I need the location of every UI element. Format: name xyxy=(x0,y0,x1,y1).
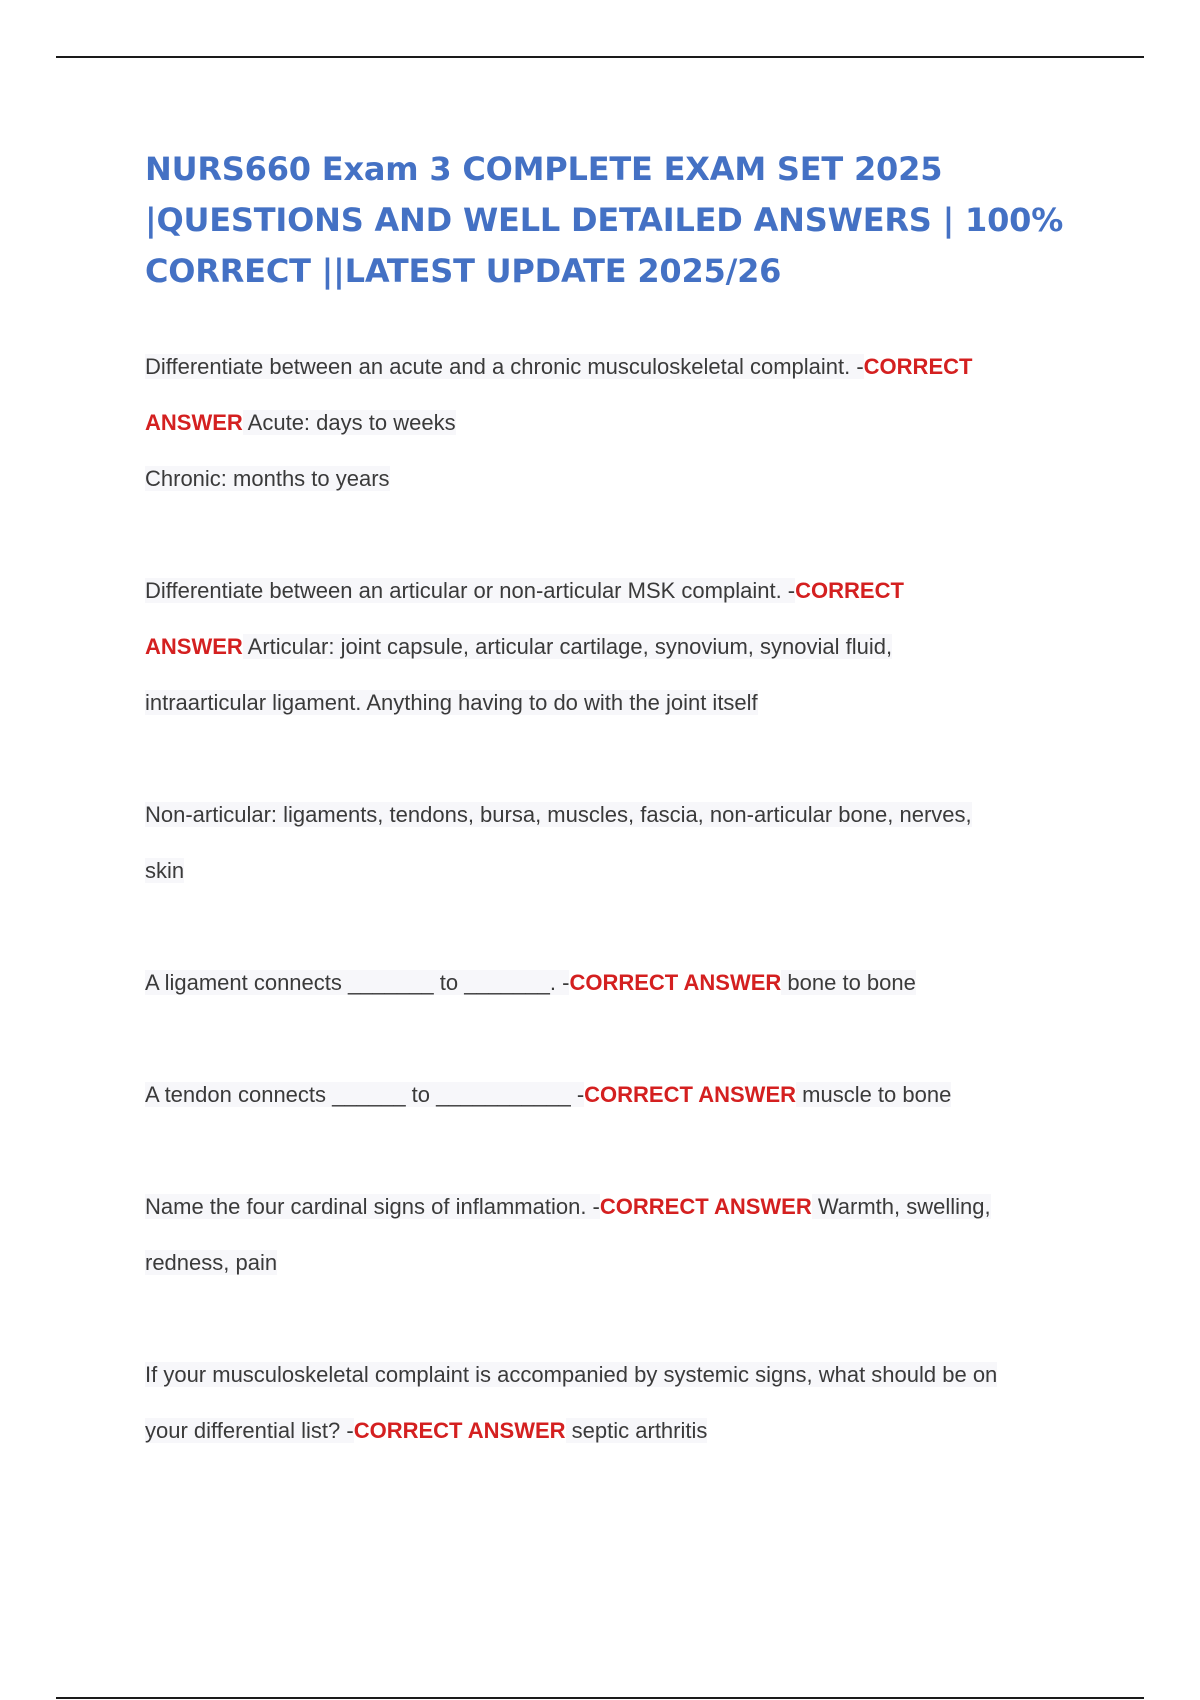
top-rule xyxy=(56,56,1144,58)
document-title: NURS660 Exam 3 COMPLETE EXAM SET 2025 |QUESTIONS AND WELL DETAILED ANSWERS | 100% CORRECT ||LATEST UPDATE 2025/26 xyxy=(145,150,1064,290)
answer-text: intraarticular ligament. Anything having to do with the joint itself xyxy=(145,690,758,715)
answer-label: ANSWER xyxy=(145,634,243,659)
answer-label: CORRECT ANSWER xyxy=(599,1194,812,1219)
question-text: your differential list? - xyxy=(145,1418,354,1443)
qa-item xyxy=(145,955,1085,1011)
qa-line xyxy=(145,339,1085,395)
qa-line xyxy=(145,563,1085,619)
question-text: Differentiate between an acute and a chronic musculoskeletal complaint. - xyxy=(145,354,864,379)
answer-text: Acute: days to weeks xyxy=(242,410,456,435)
answer-text: redness, pain xyxy=(145,1250,278,1275)
qa-line xyxy=(145,1179,1085,1235)
answer-text: bone to bone xyxy=(781,970,916,995)
answer-label: CORRECT xyxy=(863,354,973,379)
answer-text: Non-articular: ligaments, tendons, bursa, muscles, fascia, non-articular bone, nerves, xyxy=(145,802,972,827)
answer-text: muscle to bone xyxy=(796,1082,952,1107)
answer-text: Warmth, swelling, xyxy=(811,1194,991,1219)
qa-line xyxy=(145,787,1085,843)
paragraph-gap xyxy=(145,731,1085,787)
qa-item xyxy=(145,1067,1085,1123)
answer-text: Articular: joint capsule, articular cartilage, synovium, synovial fluid, xyxy=(242,634,893,659)
answer-text: skin xyxy=(145,858,185,883)
answer-label: CORRECT ANSWER xyxy=(569,970,782,995)
qa-line xyxy=(145,1347,1085,1403)
qa-line xyxy=(145,843,1085,899)
qa-line xyxy=(145,619,1085,675)
qa-line xyxy=(145,395,1085,451)
answer-label: CORRECT ANSWER xyxy=(353,1418,566,1443)
answer-label: CORRECT xyxy=(795,578,904,603)
qa-item xyxy=(145,339,1085,507)
qa-line xyxy=(145,675,1085,731)
qa-item xyxy=(145,1347,1085,1459)
bottom-rule xyxy=(56,1697,1144,1699)
qa-item xyxy=(145,563,1085,899)
qa-line xyxy=(145,1403,1085,1459)
answer-text: septic arthritis xyxy=(565,1418,708,1443)
qa-line xyxy=(145,1235,1085,1291)
qa-line xyxy=(145,1067,1085,1123)
qa-line xyxy=(145,451,1085,507)
answer-label: ANSWER xyxy=(145,410,243,435)
qa-item xyxy=(145,1179,1085,1291)
question-text: A tendon connects ______ to ___________ - xyxy=(145,1082,585,1107)
question-text: A ligament connects _______ to _______. - xyxy=(145,970,570,995)
question-text: If your musculoskeletal complaint is accompanied by systemic signs, what should be on xyxy=(145,1362,998,1387)
answer-label: CORRECT ANSWER xyxy=(584,1082,797,1107)
qa-line xyxy=(145,955,1085,1011)
question-text: Differentiate between an articular or non-articular MSK complaint. - xyxy=(145,578,796,603)
answer-text: Chronic: months to years xyxy=(145,466,390,491)
question-text: Name the four cardinal signs of inflammation. - xyxy=(145,1194,600,1219)
document-body xyxy=(145,144,1085,1515)
